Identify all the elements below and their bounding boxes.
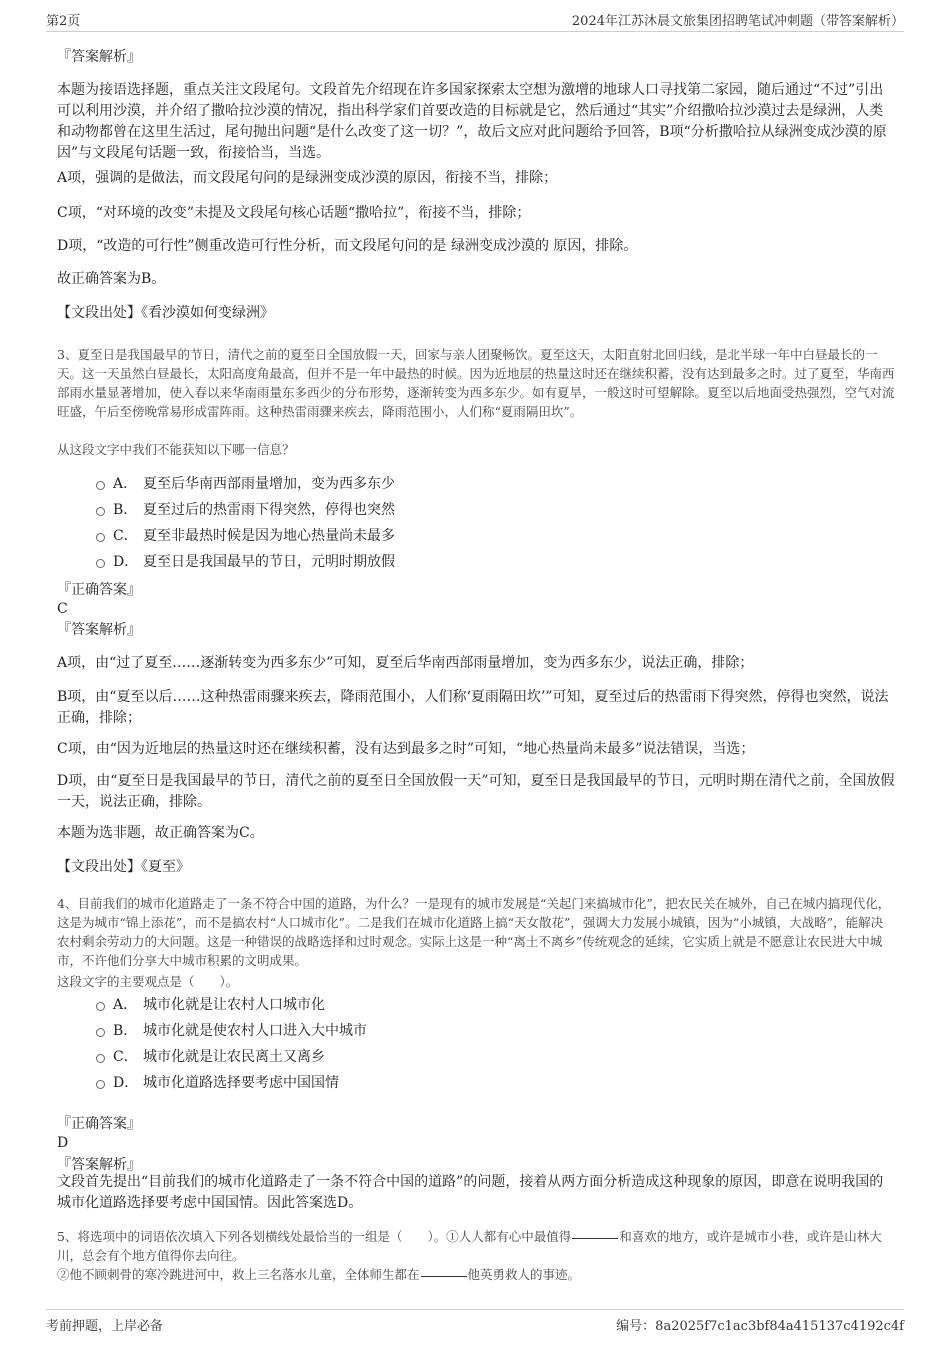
radio-icon[interactable] — [96, 1028, 105, 1037]
q5-stem: 5、将选项中的词语依次填入下列各划横线处最恰当的一组是（ ）。①人人都有心中最值得 和喜欢的地方，或许是城市小巷，或许是山林大川，总会有个地方值得你去向往。 ②他不顾刺骨的寒冷跳进河中，救上三名落水儿童，全体师生都在 他英勇救人的事迹。 — [57, 1229, 882, 1282]
option-text: 城市化就是使农村人口进入大中城市 — [143, 1023, 367, 1039]
footer-divider — [46, 1309, 904, 1310]
q3-analysis-b: B项，由“夏至以后……这种热雷雨骤来疾去，降雨范围小，人们称‘夏雨隔田坎’”可知，夏至过后的热雷雨下得突然，停得也突然，说法正确，排除； — [57, 689, 889, 726]
radio-icon[interactable] — [96, 533, 105, 542]
q3-source: 【文段出处】《夏至》 — [57, 859, 190, 875]
q2-analysis-text: 本题为接语选择题，重点关注文段尾句。文段首先介绍现在许多国家探索太空想为激增的地球人口寻找第二家园，随后通过“不过”引出可以利用沙漠，并介绍了撒哈拉沙漠的情况，指出科学家们首要改造的目标就是它，然后通过“其实”介绍撒哈拉沙漠过去是绿洲，人类和动物都曾在这里生活过，尾句抛出问题“是什么改变了这一切？”，故后文应对此问题给予回答，B项“分析撒哈拉从绿洲变成沙漠的原因”与文段尾句话题一致，衔接恰当，当选。 — [57, 82, 887, 161]
q3-option-d[interactable]: D． 夏至日是我国最早的节日，元明时期放假 — [96, 552, 395, 572]
q2-analysis-label: 『答案解析』 — [57, 49, 141, 65]
q3-answer-label: 『正确答案』 — [57, 582, 141, 598]
q4-answer: D — [57, 1135, 69, 1151]
q4-question: 这段文字的主要观点是（ ）。 — [57, 974, 239, 989]
q3-analysis-c: C项，由“因为近地层的热量这时还在继续积蓄，没有达到最多之时”可知，“地心热量尚未最多”说法错误，当选； — [57, 741, 755, 757]
q3-option-a[interactable]: A． 夏至后华南西部雨量增加，变为西多东少 — [96, 474, 395, 494]
radio-icon[interactable] — [96, 1080, 105, 1089]
radio-icon[interactable] — [96, 481, 105, 490]
q2-analysis-d: D项，“改造的可行性”侧重改造可行性分析，而文段尾句问的是 绿洲变成沙漠的 原因，排除。 — [57, 238, 638, 254]
q3-analysis-label: 『答案解析』 — [57, 622, 141, 638]
header-divider — [46, 31, 904, 32]
option-text: 夏至后华南西部雨量增加，变为西多东少 — [143, 476, 395, 492]
document-title: 2024年江苏沐晨文旅集团招聘笔试冲刺题（带答案解析） — [571, 14, 904, 29]
option-text: 夏至非最热时候是因为地心热量尚未最多 — [143, 528, 395, 544]
q4-option-c[interactable]: C． 城市化就是让农民离土又离乡 — [96, 1047, 325, 1067]
q2-source: 【文段出处】《看沙漠如何变绿洲》 — [57, 305, 274, 321]
q2-conclusion: 故正确答案为B。 — [57, 271, 166, 287]
q4-option-b[interactable]: B． 城市化就是使农村人口进入大中城市 — [96, 1021, 367, 1041]
q4-analysis-label: 『答案解析』 — [57, 1157, 141, 1173]
q4-analysis: 文段首先提出“目前我们的城市化道路走了一条不符合中国的道路”的问题，接着从两方面分析造成这种现象的原因，即意在说明我国的城市化道路选择要考虑中国国情。因此答案选D。 — [57, 1174, 884, 1211]
option-text: 城市化就是让农民离土又离乡 — [143, 1049, 325, 1065]
option-text: 夏至过后的热雷雨下得突然，停得也突然 — [143, 502, 395, 518]
footer-slogan: 考前押题，上岸必备 — [46, 1319, 164, 1334]
q3-passage: 3、夏至日是我国最早的节日，清代之前的夏至日全国放假一天，回家与亲人团聚畅饮。夏至这天，太阳直射北回归线，是北半球一年中白昼最长的一天。这一天虽然白昼最长，太阳高度角最高，但并不是一年中最热的时候。因为近地层的热量这时还在继续积蓄，没有达到最多之时。过了夏至，华南西部雨水量显著增加，使入春以来华南雨量东多西少的分布形势，逐渐转变为西多东少。如有夏旱，一般这时可望解除。夏至以后地面受热强烈，空气对流旺盛，午后至傍晚常易形成雷阵雨。这种热雷雨骤来疾去，降雨范围小，人们称“夏雨隔田坎”。 — [57, 347, 895, 419]
radio-icon[interactable] — [96, 1002, 105, 1011]
page-number: 第2页 — [46, 14, 81, 29]
q4-option-a[interactable]: A． 城市化就是让农村人口城市化 — [96, 995, 325, 1015]
option-text: 夏至日是我国最早的节日，元明时期放假 — [143, 554, 395, 570]
radio-icon[interactable] — [96, 1054, 105, 1063]
q2-analysis-a: A项，强调的是做法，而文段尾句问的是绿洲变成沙漠的原因，衔接不当，排除； — [57, 170, 558, 186]
q3-option-b[interactable]: B． 夏至过后的热雷雨下得突然，停得也突然 — [96, 500, 395, 520]
q3-option-c[interactable]: C． 夏至非最热时候是因为地心热量尚未最多 — [96, 526, 395, 546]
radio-icon[interactable] — [96, 507, 105, 516]
option-text: 城市化道路选择要考虑中国国情 — [143, 1075, 339, 1091]
q4-passage: 4、目前我们的城市化道路走了一条不符合中国的道路，为什么？一是现有的城市发展是“关起门来搞城市化”，把农民关在城外，自己在城内搞现代化，这是为城市“锦上添花”，而不是搞农村“人口城市化”。二是我们在城市化道路上搞“天女散花”，强调大力发展小城镇，因为“小城镇，大战略”，能解决农村剩余劳动力的大问题。这是一种错误的战略选择和过时观念。实际上这是一种“离土不离乡”传统观念的延续，它实质上就是不愿意让农民进大中城市，不许他们分享大中城市积累的文明成果。 — [57, 896, 891, 968]
radio-icon[interactable] — [96, 559, 105, 568]
fill-blank — [572, 1237, 618, 1239]
fill-blank — [421, 1275, 467, 1277]
option-text: 城市化就是让农村人口城市化 — [143, 997, 325, 1013]
q3-conclusion: 本题为选非题，故正确答案为C。 — [57, 825, 264, 841]
q3-question: 从这段文字中我们不能获知以下哪一信息？ — [57, 442, 295, 457]
q4-answer-label: 『正确答案』 — [57, 1116, 141, 1132]
document-id: 编号：8a2025f7c1ac3bf84a415137c4192c4f — [616, 1319, 904, 1334]
q3-analysis-d: D项，由“夏至日是我国最早的节日，清代之前的夏至日全国放假一天”可知，夏至日是我国最早的节日，元明时期在清代之前，全国放假一天，说法正确，排除。 — [57, 773, 895, 810]
q2-analysis-c: C项，“对环境的改变”未提及文段尾句核心话题“撒哈拉”，衔接不当，排除； — [57, 205, 531, 221]
q4-option-d[interactable]: D． 城市化道路选择要考虑中国国情 — [96, 1073, 339, 1093]
q3-answer: C — [57, 601, 68, 617]
q3-analysis-a: A项，由“过了夏至……逐渐转变为西多东少”可知，夏至后华南西部雨量增加，变为西多东少，说法正确，排除； — [57, 655, 754, 671]
